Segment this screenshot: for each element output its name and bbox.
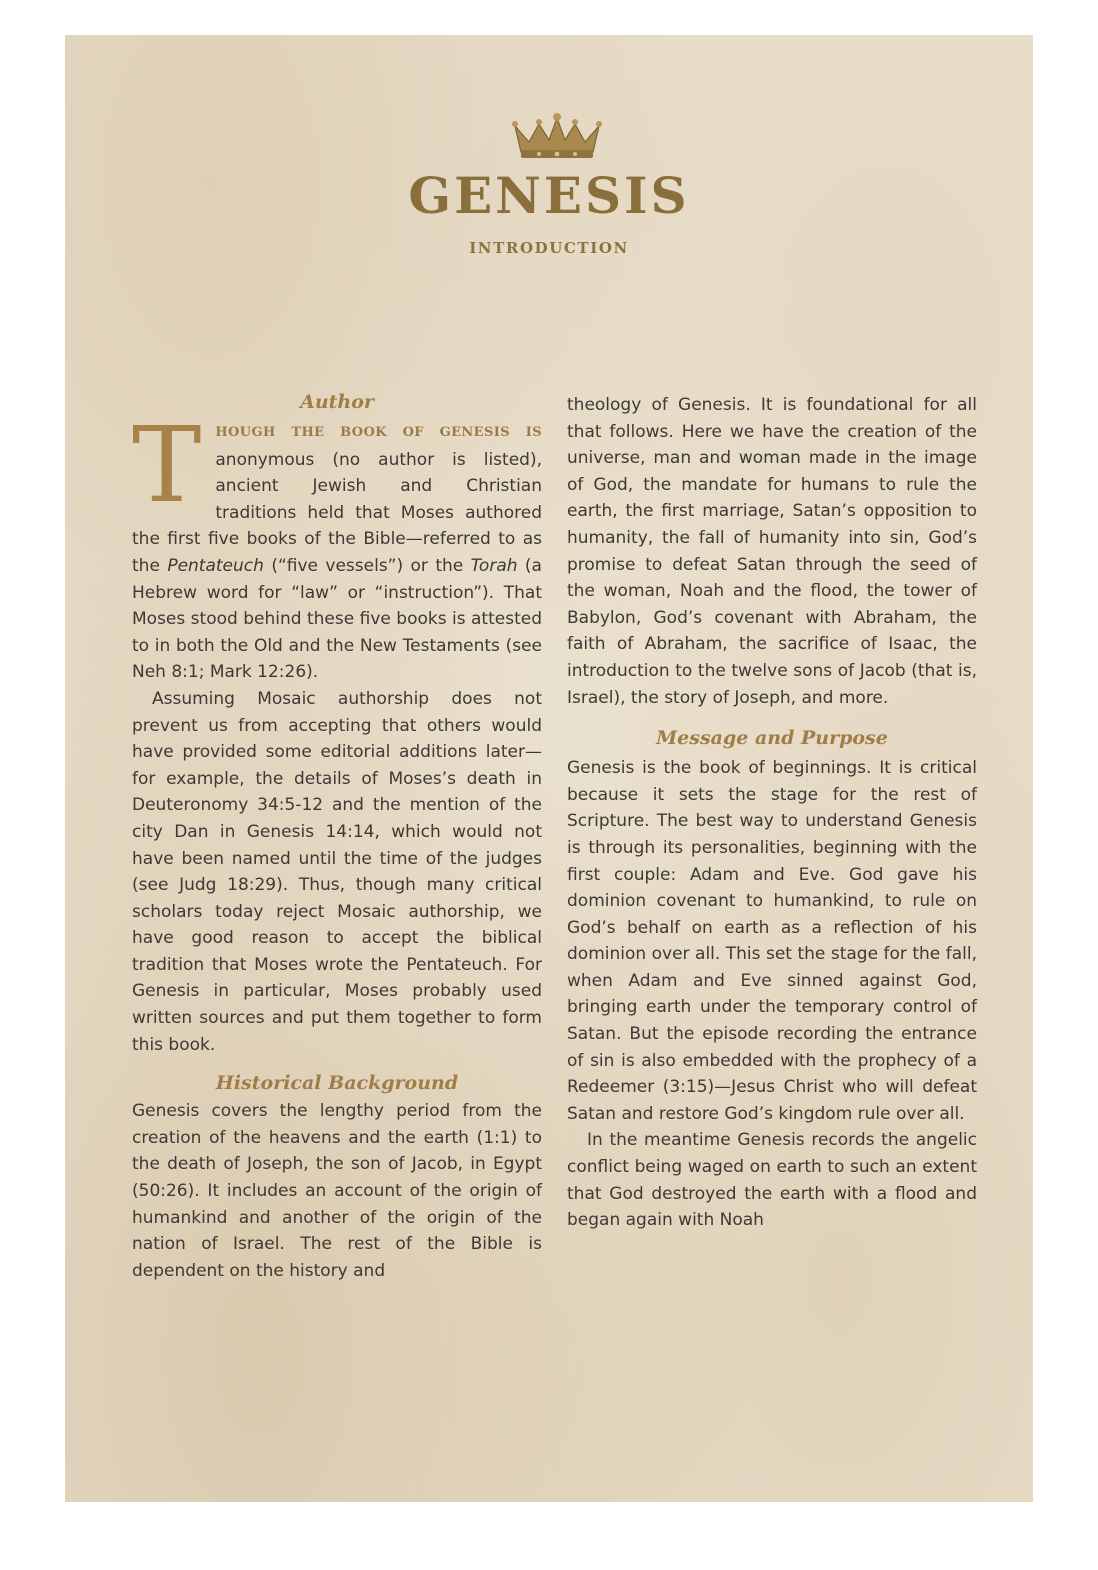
book-subtitle: INTRODUCTION [469,239,629,257]
book-title: GENESIS [408,166,690,225]
historical-paragraph-continued: theology of Genesis. It is foundational for all that follows. Here we have the creation of the universe, man and woman made in the image of God, the mandate for humans to rule the earth, the first marriage, Satan’s opposition to humanity, the fall of humanity into sin, God’s promise to defeat Satan through the seed of the woman, Noah and the flood, the tower of Babylon, God’s covenant with Abraham, the faith of Abraham, the sacrifice of Isaac, the introduction to the twelve sons of Jacob (that is, Israel), the story of Joseph, and more. [567,395,977,708]
author-text-b: (“five vessels”) or the [263,555,471,576]
message-paragraph-2: In the meantime Genesis records the angelic conflict being waged on earth to such an extent that God destroyed the earth with a flood and began again with Noah [567,1130,977,1231]
left-column [132,387,542,1284]
author-text-c: (a Hebrew word for “law” or “instruction”). That Moses stood behind these five books is attested to in both the Old and the New Testaments (see Neh 8:1; Mark 12:26). [132,555,542,683]
crown-icon [509,112,605,162]
drop-cap: T [132,404,202,526]
historical-paragraph-1: Genesis covers the lengthy period from the creation of the heavens and the earth (1:1) to the death of Joseph, the son of Jacob, in Egypt (50:26). It includes an account of the origin of humankind and another of the origin of the nation of Israel. The rest of the Bible is dependent on the history and [132,1101,542,1281]
heading-historical-background: Historical Background [215,1072,459,1095]
term-pentateuch: Pentateuch [167,555,264,576]
right-column [567,392,977,1234]
author-paragraph-1 [132,404,542,686]
heading-message-and-purpose: Message and Purpose [656,727,888,750]
message-paragraph-1: Genesis is the book of beginnings. It is critical because it sets the stage for the rest of Scripture. The best way to understand Genesis is through its personalities, beginning with the first couple: Adam and Eve. God gave his dominion covenant to humankind, to rule on God’s behalf on earth as a reflection of his dominion over all. This set the stage for the fall, when Adam and Eve sinned against God, bringing earth under the temporary control of Satan. But the episode recording the entrance of sin is also embedded with the prophecy of a Redeemer (3:15)—Jesus Christ who will defeat Satan and restore God’s kingdom rule over all. [567,758,977,1124]
author-paragraph-2: Assuming Mosaic authorship does not prevent us from accepting that others would have provided some editorial additions later—for example, the details of Moses’s death in Deuteronomy 34:5-12 and the mention of the city Dan in Genesis 14:14, which would not have been named until the time of the judges (see Judg 18:29). Thus, though many critical scholars today reject Mosaic authorship, we have good reason to accept the biblical tradition that Moses wrote the Pentateuch. For Genesis in particular, Moses probably used written sources and put them together to form this book. [132,688,542,1055]
heading-author: Author [300,391,374,413]
term-torah: Torah [470,555,518,576]
author-lead-in: HOUGH THE BOOK OF GENESIS IS [215,425,542,440]
author-text-a: anonymous (no author is listed), ancient Jewish and Christian traditions held that Moses authored the first five books of the Bible—referred to as the [132,449,542,576]
